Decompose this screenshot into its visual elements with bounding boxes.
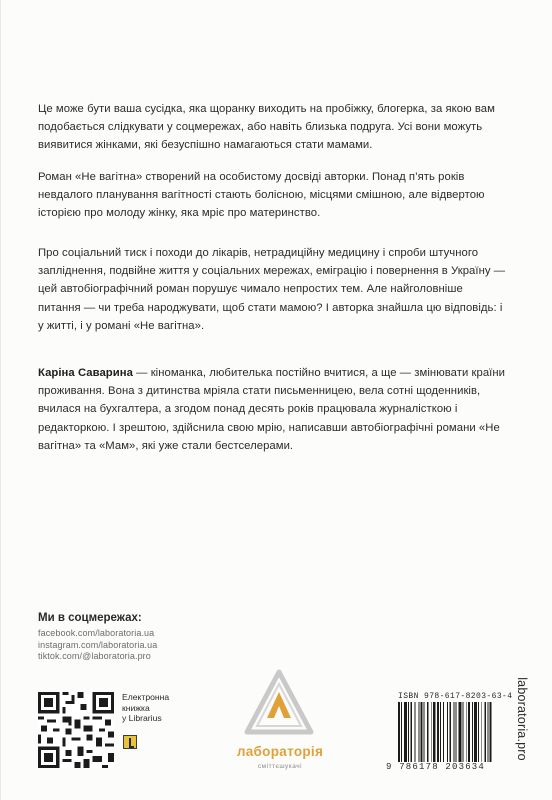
barcode [396,702,514,762]
social-section [38,612,238,663]
blurb-paragraph-3: Про соціальний тиск і походи до лікарів, нетрадиційну медицину і спроби штучного запліднення, подвійне життя у соціальних мережах, еміграцію і повернення в Україну — цей автобіографічний роман порушує чимало непростих тем. Але найголовніше питання — чи треба народжувати, щоб стати мамою? І авторка знайшла цю відповідь: і у житті, і у романі «Не вагітна». [38,247,506,332]
ebook-line-3: у Librarius [122,713,162,723]
author-bio [38,364,508,455]
isbn-digits: 9 786178 203634 [386,762,486,772]
publisher-tagline: сміттєшукачі [257,763,303,770]
social-link-tiktok[interactable]: tiktok.com/@laboratoria.pro [38,651,151,661]
publisher-name: лабораторія [236,744,324,759]
social-link-instagram[interactable]: instagram.com/laboratoria.ua [38,639,158,650]
ebook-line-1: Електронна [122,692,170,702]
qr-code[interactable] [38,692,114,768]
social-link-facebook[interactable]: facebook.com/laboratoria.ua [38,628,155,638]
website-url[interactable]: laboratoria.pro [515,677,529,761]
isbn-label: ISBN 978-617-8203-63-4 [398,692,513,701]
ebook-label [122,692,192,724]
blurb-paragraph-1: Це може бути ваша сусідка, яка щоранку виходить на пробіжку, блогерка, за якою вам подобається слідкувати у соцмережах, або навіть близька подруга. Усі вони можуть виявитися жінками, які безуспішно намагаються стати мамами. [38,103,495,152]
blurb-paragraph-2: Роман «Не вагітна» створений на особистому досвіді авторки. Понад п’ять років невдалого планування вагітності стають болісною, місцями смішною, але відвертою історією про молоду жінку, яка мріє про материнство. [38,171,485,220]
ebook-line-2: книжка [122,702,150,713]
author-bio-text: — кіноманка, любителька постійно вчитися, а ще — змінювати країни проживання. Вона з дитинства мріяла стати письменницею, вела сотні щоденників, вчилася на бухгалтера, а згодом понад десять років працювала журналісткою і редакторкою. І зрештою, здійснила свою мрію, написавши автобіографічні романи «Не вагітна» та «Мам», які уже стали бестселерами. [38,367,506,452]
librarius-logo-icon [123,735,137,749]
publisher-logo-icon [239,666,319,746]
social-title: Ми в соцмережах: [38,612,142,624]
website-vertical [507,664,537,774]
author-name: Каріна Саварина [38,367,133,379]
